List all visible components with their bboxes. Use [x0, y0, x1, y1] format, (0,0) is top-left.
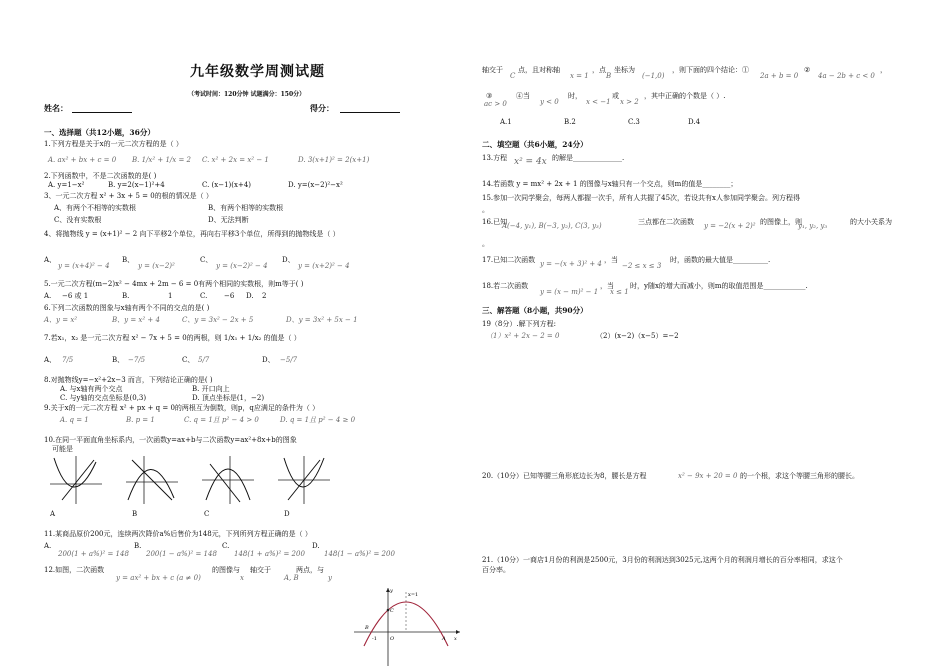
q4-label-a: A、: [44, 256, 57, 264]
q11-label-d: D.: [312, 542, 320, 550]
q12-question: ，其中正确的个数是（ ）.: [644, 92, 726, 100]
q19-part-1: （1）x² + 2x − 2 = 0: [486, 332, 560, 340]
question-20: 20.（10分）已知等腰三角形底边长为8，腰长是方程: [482, 472, 647, 480]
q12-option-a: A.1: [500, 118, 512, 126]
q5-label-c: C.: [200, 292, 208, 300]
q12-y: y: [328, 574, 332, 582]
q12-axis-label: x=1: [408, 592, 419, 598]
q12-a-label: A: [442, 636, 446, 642]
q4-label-c: C、: [200, 256, 213, 264]
q6-option-d: D、y = 3x² + 5x − 1: [286, 316, 358, 324]
q12-stmt-4-when: 时，: [568, 92, 582, 100]
question-3: 3、一元二次方程 x² + 3x + 5 = 0的根的情况是（ ）: [44, 192, 213, 200]
q4-option-c: y = (x−2)² − 4: [216, 262, 268, 270]
q20-text-b: 的一个根，求这个等腰三角形的腰长。: [740, 472, 859, 480]
q10-graph-a: [48, 454, 104, 506]
q11-option-c: 148(1 + a%)² = 200: [234, 550, 305, 558]
q12-comma: ，: [880, 66, 887, 74]
q12-c-label: C: [390, 608, 394, 614]
q9-option-a: A. q = 1: [60, 416, 89, 424]
q12-neg1-label: -1: [372, 636, 377, 642]
q18-text-b: ，当: [600, 282, 614, 290]
q8-option-d: D. 顶点坐标是(1，−2): [192, 394, 265, 402]
q10-option-a: A: [50, 510, 56, 518]
q16-points: A(−4, y₁), B(−3, y₂), C(3, y₃): [502, 222, 602, 230]
q12-stmt-2: 4a − 2b + c < 0: [818, 72, 875, 80]
q6-option-b: B、y = x² + 4: [112, 316, 160, 324]
question-4: 4、将抛物线 y = (x+1)² − 2 向下平移2个单位，再向右平移3个单位，所得到的抛物线是（ ）: [44, 230, 340, 238]
q5-label-d: D.: [246, 292, 254, 300]
q12-stmt-4-or: 或: [612, 92, 619, 100]
q2-option-c: C. (x−1)(x+4): [202, 181, 252, 189]
score-blank[interactable]: [340, 112, 400, 113]
question-15: 15.参加一次同学聚会，每两人都握一次手，所有人共握了45次，若设共有x人参加同学聚会。列方程得: [482, 194, 800, 202]
q11-option-a: 200(1 + a%)² = 148: [58, 550, 129, 558]
q6-option-c: C、y = 3x² − 2x + 5: [182, 316, 254, 324]
q19-part-2: （2）(x−2)（x−5）=−2: [596, 332, 679, 340]
q4-option-d: y = (x+2)² − 4: [298, 262, 350, 270]
q12-stmt-1: 2a + b = 0: [760, 72, 799, 80]
q3-option-b: B、有两个相等的实数根: [208, 204, 284, 212]
q12-cont-5: ，则下面的四个结论：①: [672, 66, 749, 74]
question-13: 13.方程: [482, 154, 508, 162]
question-11: 11.某商品原价200元，连续两次降价a%后售价为148元，下列所列方程正确的是（ ）: [44, 530, 312, 538]
question-18: 18.若二次函数: [482, 282, 529, 290]
q12-B: B: [606, 72, 612, 80]
q16-text-d: 的大小关系为: [850, 218, 892, 226]
q11-option-b: 200(1 − a%)² = 148: [146, 550, 217, 558]
q1-option-b: B. 1/x² + 1/x = 2: [132, 156, 192, 164]
question-8: 8.对抛物线y=−x²+2x−3 而言，下列结论正确的是( ): [44, 376, 213, 384]
q12-cont-4: 坐标为: [614, 66, 635, 74]
q16-vars: y₁, y₂, y₃: [798, 222, 828, 230]
name-blank[interactable]: [72, 112, 132, 113]
q7-option-d: −5/7: [280, 356, 298, 364]
q12-stmt-4b: x < −1: [586, 98, 611, 106]
q9-option-d: D. q = 1且 p² − 4 ≥ 0: [280, 416, 356, 424]
q7-label-b: B、: [112, 356, 125, 364]
q12-c: C: [510, 72, 516, 80]
q4-label-b: B、: [122, 256, 135, 264]
q2-option-b: B. y=2(x−1)²+4: [108, 181, 165, 189]
q3-option-d: D、无法判断: [208, 216, 249, 224]
q10-option-b: B: [132, 510, 138, 518]
score-label: 得分：: [310, 103, 334, 113]
q12-stmt-4a: y < 0: [540, 98, 559, 106]
q10-option-c: C: [204, 510, 210, 518]
q8-option-a: A. 与x轴有两个交点: [60, 385, 123, 393]
q12-text-d: 两点，与: [296, 566, 324, 574]
q4-label-d: D、: [282, 256, 295, 264]
q12-x: x: [240, 574, 244, 582]
q12-coord: (−1,0): [642, 72, 665, 80]
q11-label-b: B.: [134, 542, 142, 550]
q12-text-c: 轴交于: [250, 566, 271, 574]
q7-option-b: −7/5: [128, 356, 146, 364]
q4-option-b: y = (x−2)²: [138, 262, 175, 270]
q11-option-d: 148(1 − a%)² = 200: [324, 550, 395, 558]
q5-option-c: −6: [224, 292, 235, 300]
q1-option-d: D. 3(x+1)² = 2(x+1): [298, 156, 370, 164]
name-label: 姓名：: [44, 103, 68, 113]
q17-range: −2 ≤ x ≤ 3: [622, 262, 662, 270]
q17-answer[interactable]: 时，函数的最大值是__________.: [670, 256, 771, 264]
q12-b-label: B: [365, 625, 369, 631]
q10-graph-b: [124, 454, 180, 506]
question-15-blank[interactable]: 。: [482, 206, 489, 214]
q10-option-d: D: [284, 510, 290, 518]
q9-option-b: B. p = 1: [126, 416, 155, 424]
q18-range: x ≤ 1: [610, 288, 629, 296]
q16-function: y = −2(x + 2)²: [704, 222, 756, 230]
q12-ab: A, B: [284, 574, 299, 582]
q12-parabola-graph: [352, 584, 464, 668]
q12-option-d: D.4: [688, 118, 701, 126]
question-21-cont: 百分率。: [482, 566, 510, 574]
question-7: 7.若x₁，x₂ 是一元二次方程 x² − 7x + 5 = 0的两根，则 1/x₁ + 1/x₂ 的值是（ ）: [44, 334, 301, 342]
q16-text-c: 的图像上，则: [760, 218, 802, 226]
exam-info: （考试时间：120分钟 试题满分：150分）: [188, 91, 306, 98]
q12-stmt-3-num: ③: [486, 92, 493, 100]
q2-option-a: A. y=1−x²: [48, 181, 85, 189]
question-10: 10.在同一平面直角坐标系内，一次函数y=ax+b与二次函数y=ax²+8x+b的图象: [44, 436, 297, 444]
q2-option-d: D. y=(x−2)²−x²: [288, 181, 343, 189]
q12-point-c: [387, 609, 390, 612]
q9-option-c: C. q = 1且 p² − 4 > 0: [184, 416, 259, 424]
q12-stmt-2-num: ②: [804, 66, 811, 74]
q10-graph-c: [200, 454, 256, 506]
page-title: 九年级数学周测试题: [190, 64, 325, 80]
q8-option-b: B. 开口向上: [192, 385, 230, 393]
q6-option-a: A、y = x²: [44, 316, 78, 324]
q12-text-b: 的图像与: [212, 566, 240, 574]
question-12: 12.如图，二次函数: [44, 566, 105, 574]
q12-x-arrow: [456, 630, 460, 634]
question-16-blank[interactable]: 。: [482, 240, 489, 248]
q12-origin-label: O: [390, 636, 395, 642]
section-choice-heading: 一、选择题（共12小题，36分）: [44, 128, 155, 137]
q18-answer[interactable]: 时，y随x的增大而减小，则m的取值范围是____________.: [630, 282, 808, 290]
q5-option-a: −6 或 1: [62, 292, 89, 300]
q13-answer-blank[interactable]: 的解是______________.: [552, 154, 625, 162]
question-14: 14.若函数 y = mx² + 2x + 1 的图像与x轴只有一个交点，则m的值是________；: [482, 180, 738, 188]
q7-label-d: D、: [262, 356, 275, 364]
q12-option-c: C.3: [628, 118, 640, 126]
question-2: 2.下列函数中，不是二次函数的是( ): [44, 172, 157, 180]
q18-function: y = (x − m)² − 1: [540, 288, 599, 296]
q17-function: y = −(x + 3)² + 4: [540, 260, 602, 268]
q12-cont-2: 点，且对称轴: [518, 66, 560, 74]
q4-option-a: y = (x+4)² − 4: [58, 262, 110, 270]
q13-equation: x² = 4x: [514, 157, 547, 167]
q16-text-b: 三点都在二次函数: [638, 218, 694, 226]
q12-x-label: x: [454, 636, 457, 642]
q5-label-a: A.: [44, 292, 52, 300]
q1-option-c: C. x² + 2x = x² − 1: [202, 156, 269, 164]
q11-label-a: A.: [44, 542, 52, 550]
q12-axis-eq: x = 1: [570, 72, 589, 80]
section-solve-heading: 三、解答题（8小题，共90分）: [482, 306, 588, 315]
q11-label-c: C.: [222, 542, 230, 550]
q7-label-a: A、: [44, 356, 57, 364]
question-16: 16.已知: [482, 218, 508, 226]
q12-function: y = ax² + bx + c (a ≠ 0): [116, 574, 201, 582]
q12-cont-3: ，点: [592, 66, 606, 74]
question-19: 19（8分）.解下列方程:: [482, 320, 556, 328]
question-6: 6.下列二次函数的图象与x轴有两个不同的交点的是( ): [44, 304, 210, 312]
q20-equation: x² − 9x + 20 = 0: [678, 472, 738, 480]
q5-option-b: 1: [168, 292, 173, 300]
q3-option-a: A、有两个不相等的实数根: [54, 204, 137, 212]
question-5: 5.一元二次方程(m−2)x² − 4mx + 2m − 6 = 0有两个相同的实数根，则m等于( ): [44, 280, 304, 288]
q3-option-c: C、没有实数根: [54, 216, 102, 224]
q7-label-c: C、: [182, 356, 195, 364]
q1-option-a: A. ax² + bx + c = 0: [48, 156, 117, 164]
q10-graph-d: [276, 454, 332, 506]
q7-option-c: 5/7: [198, 356, 210, 364]
q17-text-b: ，当: [604, 256, 618, 264]
question-21: 21.（10分）一商店1月份的利润是2500元，3月份的利润达到3025元,这两个月的利润月增长的百分率相同，求这个: [482, 556, 843, 564]
question-9: 9.关于x的一元二次方程 x² + px + q = 0的两根互为倒数，则p，q应满足的条件为（ ）: [44, 404, 320, 412]
q7-option-a: 7/5: [62, 356, 74, 364]
q12-y-label: y: [390, 588, 393, 594]
section-fill-heading: 二、填空题（共6小题，24分）: [482, 140, 588, 149]
q12-option-b: B.2: [564, 118, 576, 126]
q8-option-c: C. 与y轴的交点坐标是(0,3): [60, 394, 147, 402]
q12-cont-1: 轴交于: [482, 66, 503, 74]
question-10-cont: 可能是: [52, 445, 73, 453]
question-17: 17.已知二次函数: [482, 256, 536, 264]
q5-option-d: 2: [262, 292, 267, 300]
q12-stmt-4c: x > 2: [620, 98, 639, 106]
q12-stmt-4-num: ④当: [516, 92, 530, 100]
q5-label-b: B.: [122, 292, 130, 300]
q12-stmt-3: ac > 0: [484, 100, 507, 108]
question-1: 1.下列方程是关于x的一元二次方程的是（ ）: [44, 140, 183, 148]
